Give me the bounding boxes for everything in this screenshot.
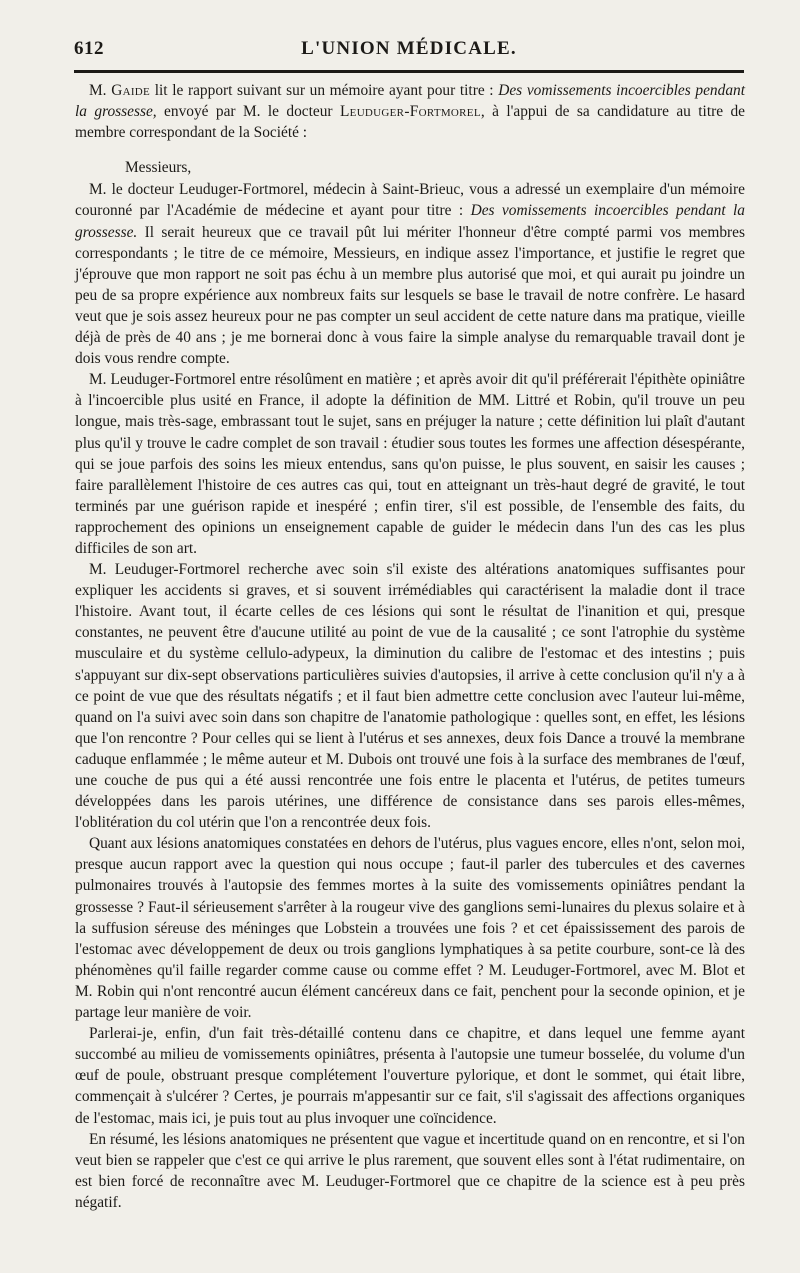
- speaker-name: Gaide: [111, 82, 151, 99]
- paragraph-text: Il serait heureux que ce travail pût lui mériter l'honneur d'être compté parmi vos membres correspondants ; le titre de ce mémoire, Messieurs, en indique assez l'importance, et justifie le regret que j'éprouve que mon rapport ne soit pas échu à un membre plus autorisé que moi, et qui aurait pu joindre un peu de sa propre expérience aux nombreux faits sur lesquels se base le travail de notre confrère. Le hasard veut que je sois assez heureux pour ne pas compter un seul accident de cette nature dans ma pratique, vieille déjà de près de 40 ans ; je me bornerai donc à vous faire la simple analyse du remarquable travail dont je dois vous rendre compte.: [75, 223, 745, 368]
- paragraph: M. Leuduger-Fortmorel recherche avec soin s'il existe des altérations anatomiques suffisantes pour expliquer les accidents si graves, et si souvent irrémédiables qui caractérisent la maladie dont il trace l'histoire. Avant tout, il écarte celles de ces lésions qui sont le résultat de l'inanition et qui, presque constantes, ne peuvent être d'aucune utilité au point de vue de la causalité ; ce sont l'atrophie du système musculaire et du système cellulo-adypeux, la diminution du calibre de l'estomac et des intestins ; puis s'appuyant sur dix-sept observations particulières suivies d'autopsies, il arrive à cette conclusion qu'il n'y a à ce point de vue que des résultats négatifs ; et il faut bien admettre cette conclusion avec l'auteur lui-même, quand on l'a suivi avec soin dans son chapitre de l'anatomie pathologique : quelles sont, en effet, les lésions que l'on rencontre ? Pour celles qui se lient à l'utérus et ses annexes, deux fois Dance a trouvé la membrane caduque enflammée ; le même auteur et M. Dubois ont trouvé une fois à la surface des membranes de l'œuf, une couche de pus qui a été aussi rencontrée une fois entre le placenta et l'utérus, de petites tumeurs développées dans les parois utérines, une différence de consistance dans ses parois elles-mêmes, l'oblitération du col utérin que l'on a rencontrée deux fois.: [75, 561, 745, 832]
- memoir-title: Des vomissements incoercibles pendant la grossesse,: [75, 82, 745, 121]
- paragraph: M. Leuduger-Fortmorel entre résolûment en matière ; et après avoir dit qu'il préférerait l'épithète opiniâtre à l'incoercible plus usité en France, il adopte la définition de MM. Littré et Robin, qu'il trouve un peu longue, mais très-sage, embrassant tout le sujet, sans en préjuger la nature ; cette définition lui plaît d'autant plus qu'il y trouve le cadre complet de son travail : étudier sous toutes les formes une affection désespérante, qui se joue parfois des soins les mieux entendus, sans qu'on puisse, le plus souvent, en saisir les causes ; faire parallèlement l'histoire de ces autres cas qui, tout en atteignant un très-haut degré de gravité, le tout terminés par une guérison rapide et inespéré ; enfin tirer, s'il est possible, de l'ensemble des faits, du rapprochement des opinions un enseignement capable de guider le médecin dans l'un des cas les plus difficiles de son art.: [75, 371, 745, 557]
- intro-text: M.: [89, 82, 112, 99]
- author-name: Leuduger-Fortmorel: [339, 103, 481, 121]
- paragraph: En résumé, les lésions anatomiques ne présentent que vague et incertitude quand on en rencontre, et si l'on veut bien se rappeler que c'est ce qui arrive le plus rarement, que souvent elles sont à l'état rudimentaire, on est bien forcé de reconnaître avec M. Leuduger-Fortmorel que ce chapitre de la science est à peu près négatif.: [75, 1130, 745, 1211]
- intro-paragraph: [75, 80, 745, 143]
- paragraph: Quant aux lésions anatomiques constatées en dehors de l'utérus, plus vagues encore, elles n'ont, selon moi, presque aucun rapport avec la question qui nous occupe ; faut-il parler des tubercules et des cavernes pulmonaires trouvés à l'autopsie des femmes mortes à la suite des vomissements opiniâtres pendant la grossesse ? Faut-il sérieusement s'arrêter à la rougeur vive des ganglions semi-lunaires du plexus solaire et à la suffusion séreuse des méninges que Lobstein a trouvées une fois ? et cet épaississement des parois de l'estomac avec développement de deux ou trois ganglions lymphatiques à sa petite courbure, sont-ce là des phénomènes qu'il faille regarder comme cause ou comme effet ? M. Leuduger-Fortmorel, avec M. Blot et M. Robin qui n'ont rencontré aucun élément cancéreux dans ce fait, penchent pour la seconde opinion, et je partage leur manière de voir.: [75, 835, 745, 1022]
- intro-text: lit le rapport suivant sur un mémoire ayant pour titre :: [150, 82, 499, 99]
- article-body: [75, 80, 745, 1213]
- page-header: [74, 38, 744, 68]
- salutation: Messieurs,: [125, 159, 192, 177]
- intro-text: envoyé par M. le docteur: [156, 103, 340, 121]
- paragraph: Parlerai-je, enfin, d'un fait très-détaillé contenu dans ce chapitre, et dans lequel une femme ayant succombé au milieu de vomissements opiniâtres, présenta à l'autopsie une tumeur bosselée, du volume d'un œuf de poule, obstruant presque complétement l'ouverture pylorique, et dont le sommet, qui était libre, commençait à s'ulcérer ? Certes, je pourrais m'appesantir sur ce fait, s'il s'agissait des affections organiques de l'estomac, mais ici, je puis tout au plus invoquer une coïncidence.: [75, 1025, 745, 1127]
- page-number: 612: [74, 38, 104, 59]
- header-rule: [74, 70, 744, 73]
- paragraph: [75, 179, 745, 369]
- memoir-title: Des vomissements incoercibles pendant la grossesse.: [75, 202, 745, 241]
- intro-text: , à l'appui de sa candidature au titre de membre correspondant de la Société :: [75, 103, 745, 142]
- running-title: L'UNION MÉDICALE.: [301, 38, 517, 59]
- paragraph-text: M. le docteur Leuduger-Fortmorel, médecin à Saint-Brieuc, vous a adressé un exemplaire d'un mémoire couronné par l'Académie de médecine et ayant pour titre :: [75, 181, 745, 220]
